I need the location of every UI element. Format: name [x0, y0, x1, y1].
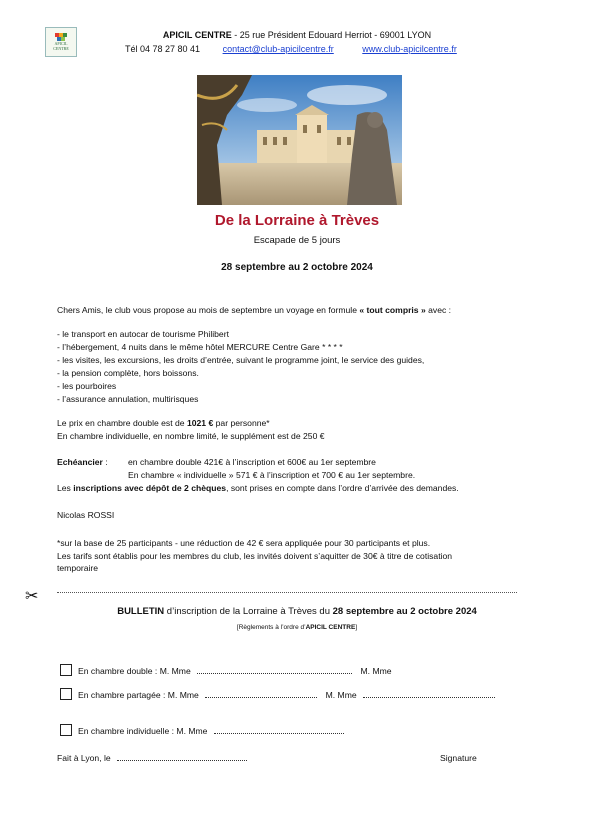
intro-bold: « tout compris » [359, 305, 426, 315]
list-item: - la pension complète, hors boissons. [57, 368, 199, 379]
double-room-checkbox[interactable] [60, 664, 72, 676]
org-name: APICIL CENTRE [162, 30, 232, 40]
header-address-line [0, 30, 594, 40]
notes [57, 537, 452, 575]
name-field-1[interactable] [205, 690, 317, 698]
signatory: Nicolas ROSSI [57, 510, 115, 520]
list-item: - le transport en autocar de tourisme Philibert [57, 329, 229, 339]
single-room-checkbox[interactable] [60, 724, 72, 736]
single-supplement: En chambre individuelle, en nombre limité, le supplément est de 250 € [57, 431, 325, 441]
cut-line [57, 592, 517, 593]
option-single [60, 724, 344, 736]
list-item: - l’hébergement, 4 nuits dans le même hôtel MERCURE Centre Gare * * * * [57, 342, 343, 353]
option-label: En chambre partagée : M. Mme [78, 690, 199, 700]
price-text: Le prix en chambre double est de [57, 418, 187, 428]
logo-text-bottom: CENTRE [53, 46, 69, 51]
list-item: - l’assurance annulation, multirisques [57, 394, 199, 405]
schedule-line-1: en chambre double 421€ à l’inscription et 600€ au 1er septembre [128, 457, 376, 467]
intro-paragraph [57, 305, 451, 315]
schedule-colon: : [102, 457, 108, 467]
payment-note [0, 624, 594, 631]
option-double [60, 664, 392, 676]
trip-subtitle: Escapade de 5 jours [253, 235, 341, 246]
registration-line [57, 483, 459, 493]
scissors-icon: ✂ [25, 588, 39, 605]
registration-bold: inscriptions avec dépôt de 2 chèques [73, 483, 227, 493]
intro-text: Chers Amis, le club vous propose au mois de septembre un voyage en formule [57, 305, 360, 315]
option-label: En chambre double : M. Mme [78, 666, 191, 676]
made-at-label: Fait à Lyon, le [57, 753, 111, 763]
website-link[interactable]: www.club-apicilcentre.fr [362, 44, 457, 54]
list-item: - les pourboires [57, 381, 117, 392]
payment-note-text: [Règlements à l’ordre d’ [236, 624, 306, 631]
made-at-line [57, 753, 247, 763]
date-field[interactable] [117, 753, 247, 761]
org-phone: Tél 04 78 27 80 41 [125, 44, 201, 54]
bulletin-title-bold: BULLETIN [117, 606, 165, 617]
org-address: - 25 rue Président Edouard Herriot - 69001 LYON [231, 30, 432, 40]
registration-text: Les [57, 483, 74, 493]
intro-end: avec : [425, 305, 452, 315]
name-field-1[interactable] [214, 726, 344, 734]
note-line: Les tarifs sont établis pour les membres du club, les invités doivent s’aquitter de 30€ à titre de cotisation [57, 550, 453, 561]
trip-dates: 28 septembre au 2 octobre 2024 [221, 262, 373, 273]
schedule-label: Echéancier [57, 457, 103, 467]
note-line: *sur la base de 25 participants - une réduction de 42 € sera appliquée pour 30 participants et plus. [57, 538, 431, 548]
schedule-line-2: En chambre « individuelle » 571 € à l’inscription et 700 € au 1er septembre. [128, 470, 416, 480]
name-field-1[interactable] [197, 666, 352, 674]
list-item: - les visites, les excursions, les droits d’entrée, suivant le programme joint, le service des guides, [57, 355, 425, 366]
name-field-2[interactable] [363, 690, 495, 698]
option-second-label: M. Mme [325, 690, 357, 700]
included-list [57, 328, 424, 407]
payment-note-end: ] [355, 624, 358, 631]
signature-label: Signature [440, 753, 477, 763]
bulletin-title-dates: 28 septembre au 2 octobre 2024 [332, 606, 477, 617]
price-line [57, 418, 270, 428]
option-shared [60, 688, 495, 700]
option-second-label: M. Mme [360, 666, 392, 676]
option-label: En chambre individuelle : M. Mme [78, 726, 208, 736]
note-line: temporaire [57, 563, 99, 573]
logo-text-top: APICIL [54, 41, 68, 46]
price-end: par personne* [213, 418, 270, 428]
bulletin-title-mid: d’inscription de la Lorraine à Trèves du [164, 606, 333, 617]
bulletin-title [0, 606, 594, 617]
trip-title: De la Lorraine à Trèves [214, 212, 380, 229]
schedule-label-line [57, 457, 108, 467]
payment-note-bold: APICIL CENTRE [305, 624, 356, 631]
place-stanislas-photo [197, 75, 402, 205]
registration-end: , sont prises en compte dans l’ordre d’arrivée des demandes. [226, 483, 459, 493]
shared-room-checkbox[interactable] [60, 688, 72, 700]
email-link[interactable]: contact@club-apicilcentre.fr [222, 44, 334, 54]
header-contact-line [125, 44, 457, 54]
price-amount: 1021 € [186, 418, 214, 428]
